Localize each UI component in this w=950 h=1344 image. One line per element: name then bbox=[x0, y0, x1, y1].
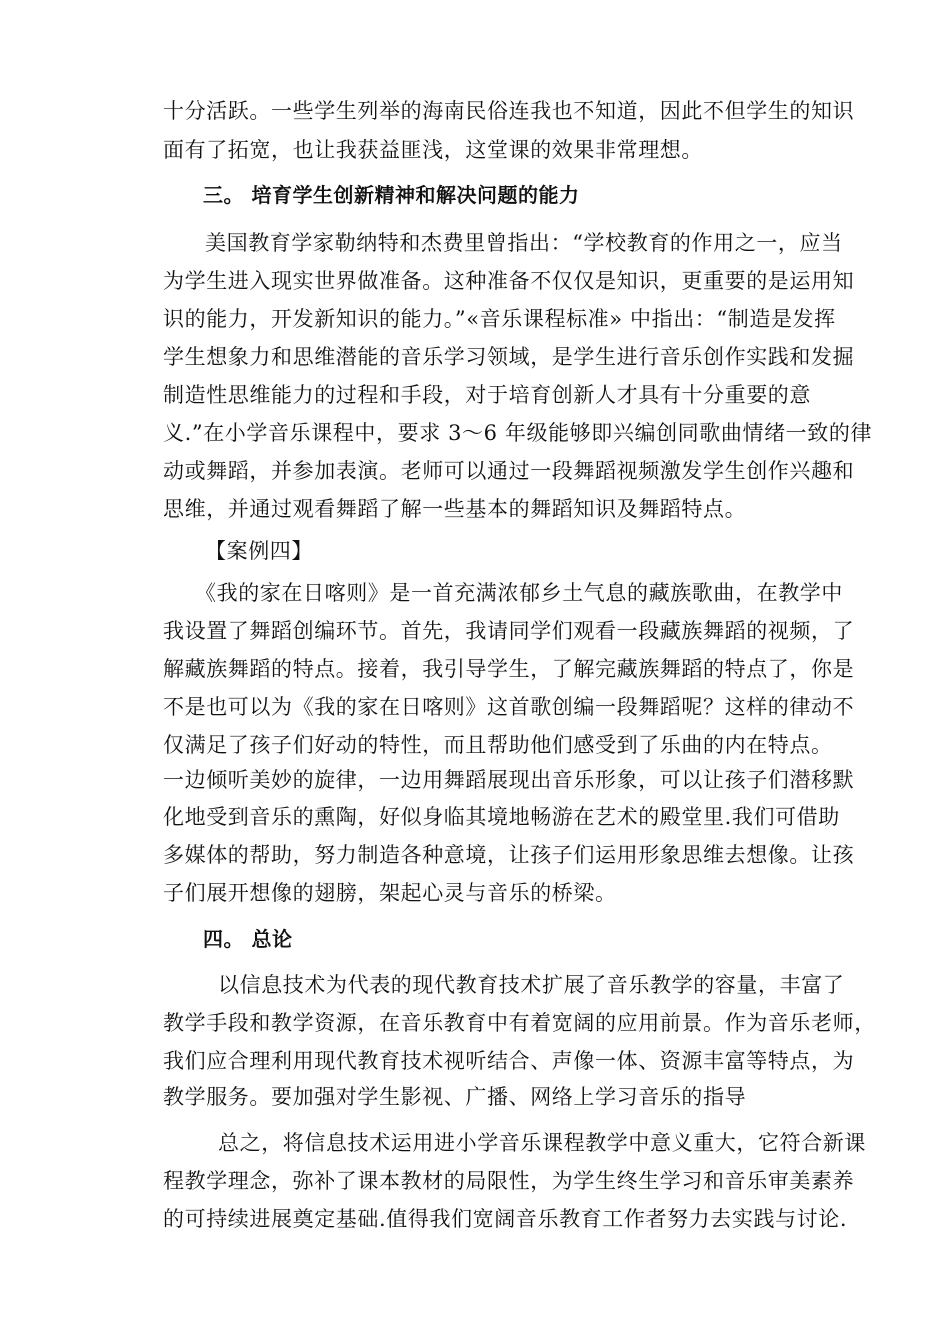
paragraph-line: 以信息技术为代表的现代教育技术扩展了音乐教学的容量，丰富了 bbox=[218, 973, 845, 997]
paragraph-line: 思维，并通过观看舞蹈了解一些基本的舞蹈知识及舞蹈特点。 bbox=[163, 497, 747, 521]
paragraph-line: 面有了拓宽，也让我获益匪浅，这堂课的效果非常理想。 bbox=[163, 138, 703, 162]
paragraph-line: 程教学理念，弥补了课本教材的局限性，为学生终生学习和音乐审美素养 bbox=[163, 1169, 855, 1193]
paragraph-line: 总之，将信息技术运用进小学音乐课程教学中意义重大，它符合新课 bbox=[218, 1131, 866, 1155]
paragraph-line: 我们应合理利用现代教育技术视听结合、声像一体、资源丰富等特点，为 bbox=[163, 1049, 855, 1073]
paragraph-line: 动或舞蹈，并参加表演。老师可以通过一段舞蹈视频激发学生创作兴趣和 bbox=[163, 459, 855, 483]
paragraph-line: 教学服务。要加强对学生影视、广播、网络上学习音乐的指导 bbox=[163, 1085, 747, 1109]
section-heading-4: 四。 总论 bbox=[203, 927, 293, 951]
paragraph-line: 仅满足了孩子们好动的特性，而且帮助他们感受到了乐曲的内在特点。 bbox=[163, 733, 833, 757]
paragraph-line: 教学手段和教学资源，在音乐教育中有着宽阔的应用前景。作为音乐老师， bbox=[163, 1011, 876, 1035]
case-label: 【案例四】 bbox=[205, 539, 313, 563]
paragraph-line: 识的能力，开发新知识的能力。”«音乐课程标准» 中指出：“制造是发挥 bbox=[163, 307, 836, 331]
paragraph-line: 子们展开想像的翅膀，架起心灵与音乐的桥梁。 bbox=[163, 881, 617, 905]
paragraph-line: 化地受到音乐的熏陶，好似身临其境地畅游在艺术的殿堂里.我们可借助 bbox=[163, 805, 840, 829]
paragraph-line: 学生想象力和思维潜能的音乐学习领域，是学生进行音乐创作实践和发掘 bbox=[163, 345, 855, 369]
paragraph-line: 十分活跃。一些学生列举的海南民俗连我也不知道，因此不但学生的知识 bbox=[163, 99, 855, 123]
paragraph-line: 美国教育学家勒纳特和杰费里曾指出：“学校教育的作用之一，应当 bbox=[205, 231, 843, 255]
paragraph-line: 不是也可以为《我的家在日喀则》这首歌创编一段舞蹈呢？这样的律动不 bbox=[163, 695, 855, 719]
paragraph-line: 我设置了舞蹈创编环节。首先，我请同学们观看一段藏族舞蹈的视频，了 bbox=[163, 619, 855, 643]
paragraph-line: 义.”在小学音乐课程中，要求 3～6 年级能够即兴编创同歌曲情绪一致的律 bbox=[163, 421, 873, 445]
section-heading-3: 三。 培育学生创新精神和解决问题的能力 bbox=[203, 183, 580, 207]
paragraph-line: 制造性思维能力的过程和手段，对于培育创新人才具有十分重要的意 bbox=[163, 383, 811, 407]
paragraph-line: 一边倾听美妙的旋律，一边用舞蹈展现出音乐形象，可以让孩子们潜移默 bbox=[163, 768, 855, 792]
paragraph-line: 《我的家在日喀则》是一首充满浓郁乡土气息的藏族歌曲，在教学中 bbox=[195, 581, 843, 605]
paragraph-line: 解藏族舞蹈的特点。接着，我引导学生，了解完藏族舞蹈的特点了，你是 bbox=[163, 657, 855, 681]
paragraph-line: 的可持续进展奠定基础.值得我们宽阔音乐教育工作者努力去实践与讨论. bbox=[163, 1207, 848, 1231]
paragraph-line: 多媒体的帮助，努力制造各种意境，让孩子们运用形象思维去想像。让孩 bbox=[163, 843, 855, 867]
paragraph-line: 为学生进入现实世界做准备。这种准备不仅仅是知识，更重要的是运用知 bbox=[163, 269, 855, 293]
